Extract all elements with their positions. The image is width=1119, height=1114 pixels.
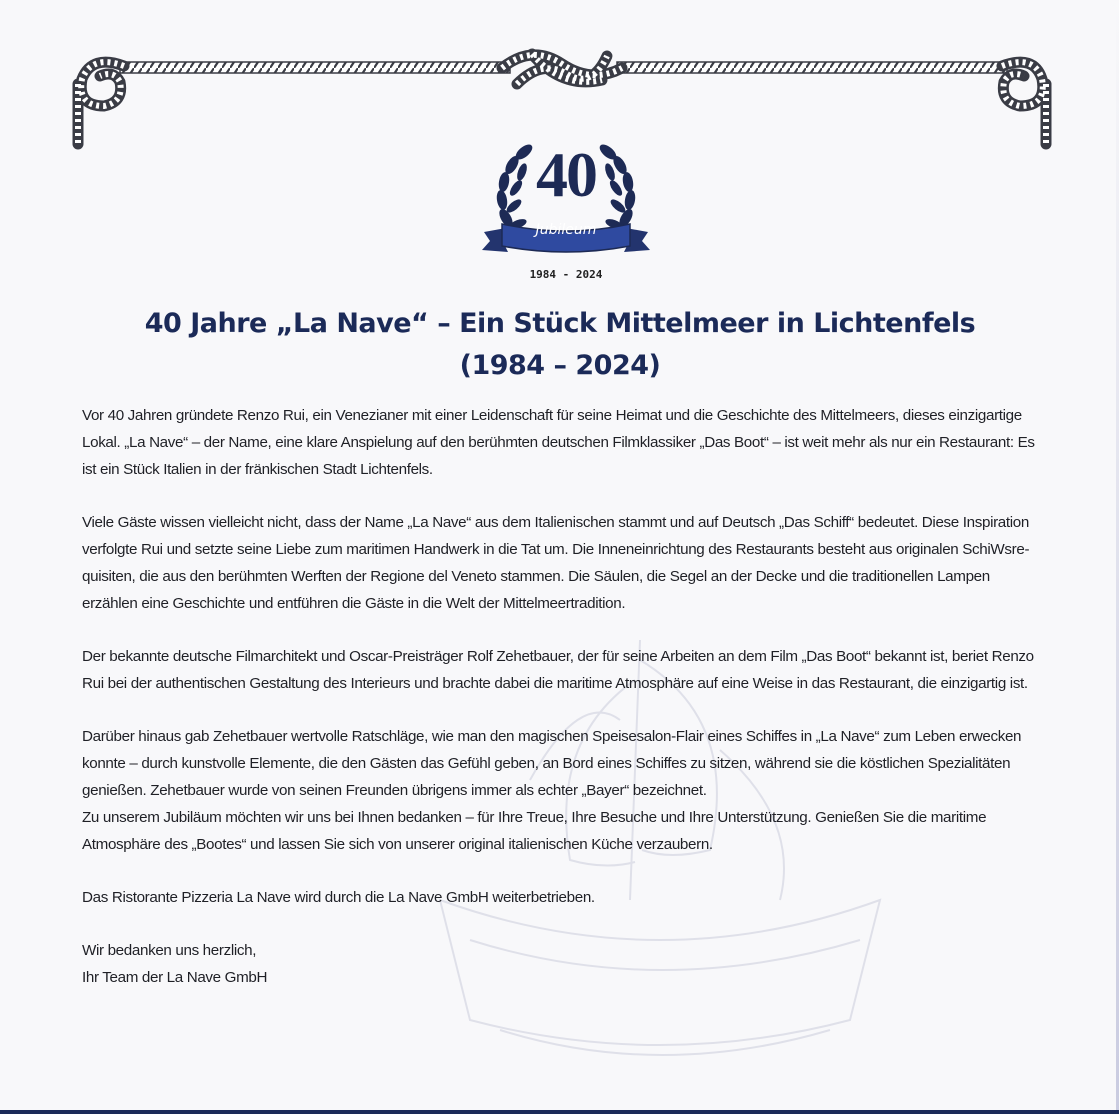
- paragraph-thanks: Zu unserem Jubiläum möchten wir uns bei Ihnen bedanken – für Ihre Treue, Ihre Besuche und Ihre Unterstützung. Genießen Sie die maritime Atmosphäre des „Bootes“ und lassen Sie sich von unserer original italienischen Küche verzaubern.: [82, 809, 987, 853]
- paragraph-architect: Der bekannte deutsche Filmarchitekt und Oscar-Preisträger Rolf Zehetbauer, der für seine Arbeiten an dem Film „Das Boot“ bekannt ist, beriet Renzo Rui bei der authentischen Gestaltung des Interieurs und brachte dabei die maritime Atmosphäre auf eine Weise in das Restaurant, die einzigartig ist.: [82, 648, 1034, 692]
- badge-years: 1984 - 2024: [529, 268, 603, 281]
- signoff-team: Ihr Team der La Nave GmbH: [82, 969, 268, 986]
- badge-ribbon-label: Jubileum: [535, 222, 597, 238]
- paragraph-history: Vor 40 Jahren gründete Renzo Rui, ein Venezianer mit einer Leidenschaft für seine Heimat und die Geschichte des Mittelmeers, dieses einzigartige Lokal. „La Nave“ – der Name, eine klare Anspielung auf den berühmten deutschen Filmklassiker „Das Boot“ – ist weit mehr als nur ein Restaurant: Es ist ein Stück Italien in der fränkischen Stadt Lichtenfels.: [82, 407, 1035, 478]
- paragraph-advice: Darüber hinaus gab Zehetbauer wertvolle Ratschläge, wie man den magischen Speisesalon-Flair eines Schiffes in „La Nave“ zum Leben erwecken konnte – durch kunstvolle Elemente, die den Gästen das Gefühl geben, an Bord eines Schiffes zu sitzen, während sie die köstlichen Spezialitäten genießen. Zehetbauer wurde von seinen Freunden übrigens immer als echter „Bayer“ bezeichnet.: [82, 728, 1022, 799]
- signoff-greeting: Wir bedanken uns herzlich,: [82, 942, 257, 959]
- anniversary-badge: [478, 128, 654, 288]
- paragraph-operator: Das Ristorante Pizzeria La Nave wird durch die La Nave GmbH weiterbetrieben.: [82, 889, 595, 906]
- title-line-1: 40 Jahre „La Nave“ – Ein Stück Mittelmeer in Lichtenfels: [144, 308, 976, 339]
- letter-body: [82, 402, 1042, 991]
- paragraph-name-meaning: Viele Gäste wissen vielleicht nicht, dass der Name „La Nave“ aus dem Italienischen stammt und auf Deutsch „Das Schiff“ bedeutet. Diese Inspiration verfolgte Rui und setzte seine Liebe zum maritimen Handwerk in die Tat um. Die Inneneinrichtung des Restaurants besteht aus originalen SchiWsre-quisiten, die aus den berühmten Werften der Regione del Veneto stammen. Die Säulen, die Segel an der Decke und die traditionellen Lampen erzählen eine Geschichte und entführen die Gäste in die Welt der Mittelmeertradition.: [82, 514, 1030, 612]
- badge-number: 40: [536, 139, 596, 210]
- title-line-2: (1984 – 2024): [459, 350, 661, 381]
- page-bottom-border: [0, 1110, 1119, 1114]
- page-title: [60, 303, 1060, 387]
